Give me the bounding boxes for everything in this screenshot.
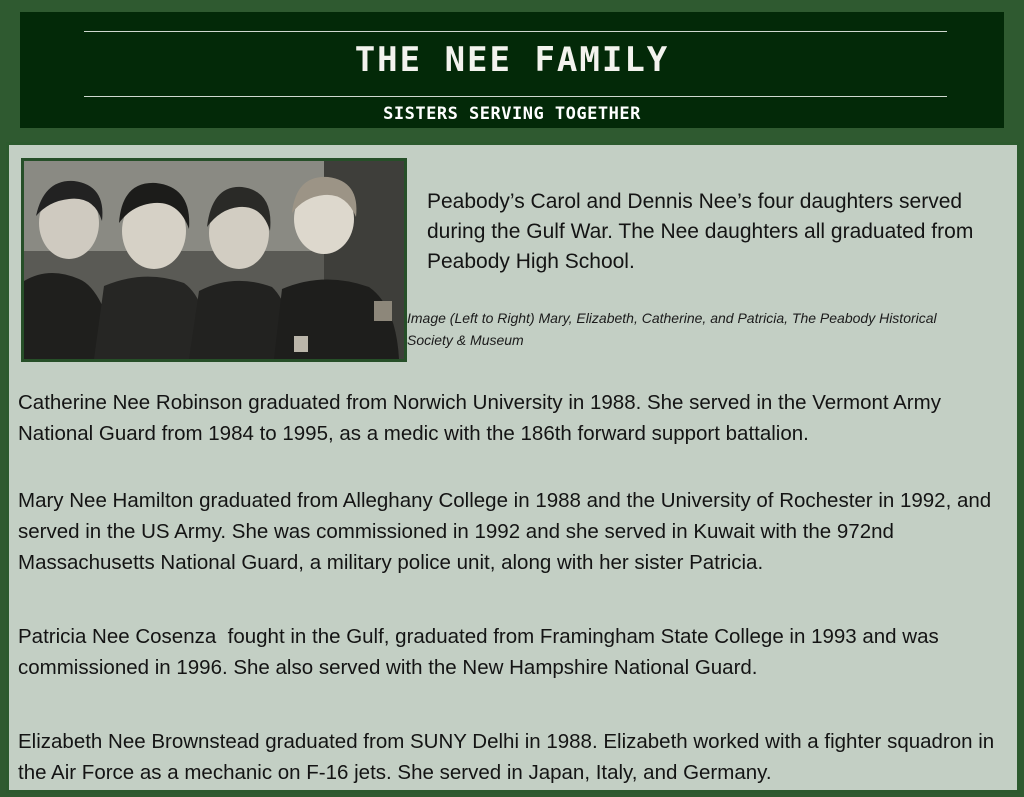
paragraph-mary: Mary Nee Hamilton graduated from Alleghany College in 1988 and the University of Rochester in 1992, and served in the US Army. She was commissioned in 1992 and she served in Kuwait with the 972nd Massachusetts National Guard, a military police unit, along with her sister Patricia.	[18, 489, 997, 574]
paragraph-patricia: Patricia Nee Cosenza fought in the Gulf, graduated from Framingham State College in 1993 and was commissioned in 1996. She also served with the New Hampshire National Guard.	[18, 625, 945, 679]
photo-caption: Image (Left to Right) Mary, Elizabeth, Catherine, and Patricia, The Peabody Historical Society & Museum	[407, 310, 937, 348]
header-inner	[20, 12, 1004, 128]
paragraph-elizabeth: Elizabeth Nee Brownstead graduated from SUNY Delhi in 1988. Elizabeth worked with a fighter squadron in the Air Force as a mechanic on F-16 jets. She served in Japan, Italy, and Germany.	[18, 730, 1000, 784]
photo-illustration	[24, 161, 404, 359]
page-title: THE NEE FAMILY	[354, 40, 670, 80]
content-panel	[6, 142, 1020, 793]
header-top-rule	[84, 31, 947, 32]
intro-text: Peabody’s Carol and Dennis Nee’s four daughters served during the Gulf War. The Nee daughters all graduated from Peabody High School.	[427, 190, 974, 273]
family-photo	[21, 158, 407, 362]
paragraph-catherine: Catherine Nee Robinson graduated from Norwich University in 1988. She served in the Vermont Army National Guard from 1984 to 1995, as a medic with the 186th forward support battalion.	[18, 391, 947, 445]
header-banner	[6, 6, 1018, 134]
page-subtitle: SISTERS SERVING TOGETHER	[383, 104, 641, 124]
header-divider	[84, 96, 947, 97]
